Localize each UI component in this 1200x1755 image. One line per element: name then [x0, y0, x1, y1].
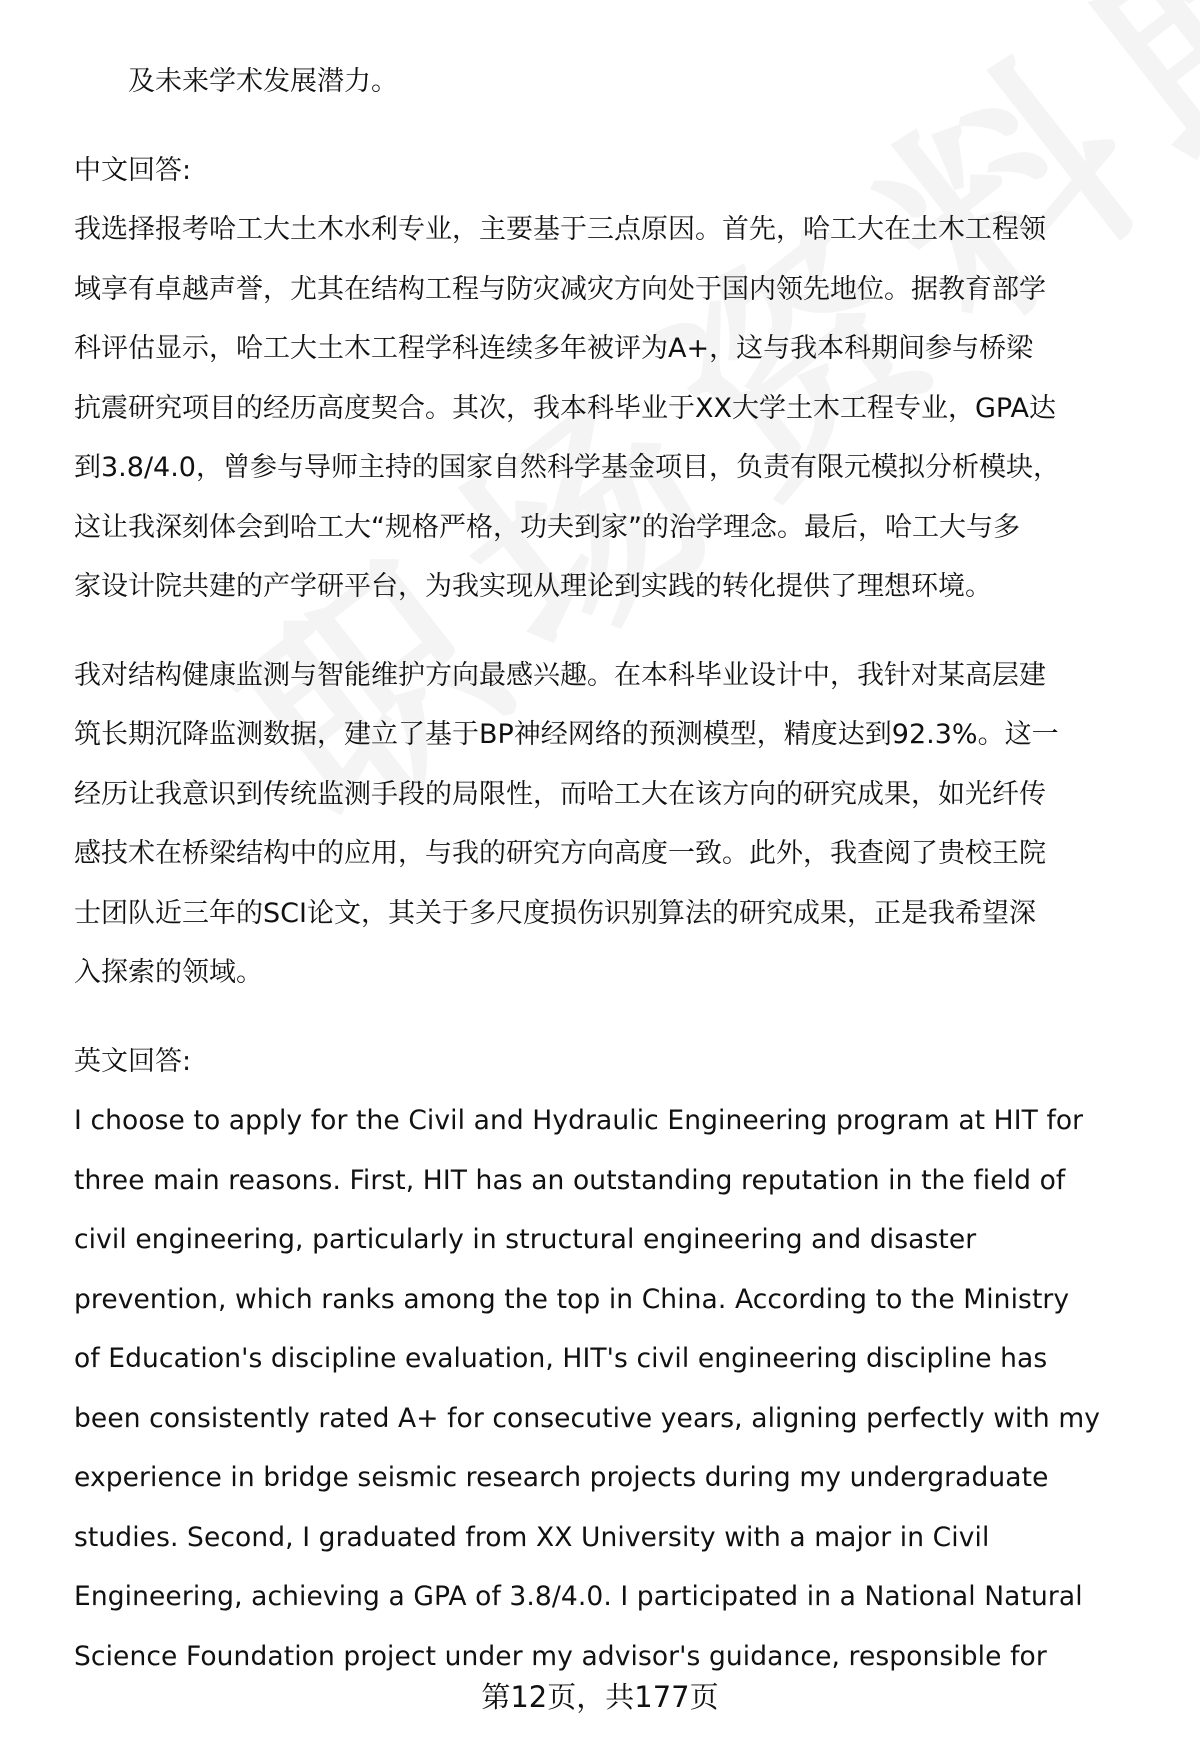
paragraph-line: 经历让我意识到传统监测手段的局限性，而哈工大在该方向的研究成果，如光纤传	[74, 778, 1046, 810]
paragraph-line: 域享有卓越声誉，尤其在结构工程与防灾减灾方向处于国内领先地位。据教育部学	[74, 273, 1046, 305]
paragraph-line: been consistently rated A+ for consecutive years, aligning perfectly with my	[74, 1402, 1101, 1434]
paragraph-line: 我选择报考哈工大土木水利专业，主要基于三点原因。首先，哈工大在土木工程领	[74, 214, 1046, 245]
paragraph-line: I choose to apply for the Civil and Hydraulic Engineering program at HIT for	[74, 1105, 1084, 1136]
paragraph-line: 入探索的领域。	[74, 957, 263, 988]
paragraph-line: civil engineering, particularly in structural engineering and disaster	[74, 1224, 977, 1255]
paragraph-line: 这让我深刻体会到哈工大“规格严格，功夫到家”的治学理念。最后，哈工大与多	[74, 511, 1020, 543]
paragraph-line: studies. Second, I graduated from XX University with a major in Civil	[74, 1521, 990, 1553]
paragraph-line: 士团队近三年的SCI论文，其关于多尺度损伤识别算法的研究成果，正是我希望深	[74, 897, 1036, 929]
paragraph-line: prevention, which ranks among the top in China. According to the Ministry	[74, 1283, 1070, 1315]
paragraph-line: three main reasons. First, HIT has an outstanding reputation in the field of	[74, 1164, 1066, 1196]
page-number-footer: 第12页，共177页	[481, 1680, 719, 1714]
paragraph-line: 抗震研究项目的经历高度契合。其次，我本科毕业于XX大学土木工程专业，GPA达	[74, 392, 1056, 424]
paragraph-line: 筑长期沉降监测数据，建立了基于BP神经网络的预测模型，精度达到92.3%。这一	[74, 719, 1059, 750]
paragraph-line: experience in bridge seismic research projects during my undergraduate	[74, 1462, 1049, 1493]
paragraph-line: 到3.8/4.0，曾参与导师主持的国家自然科学基金项目，负责有限元模拟分析模块，	[74, 452, 1060, 483]
paragraph-line: Engineering, achieving a GPA of 3.8/4.0. I participated in a National Natural	[74, 1581, 1083, 1612]
paragraph-line: Science Foundation project under my advisor's guidance, responsible for	[74, 1640, 1047, 1672]
paragraph-line: of Education's discipline evaluation, HIT's civil engineering discipline has	[74, 1343, 1048, 1374]
paragraph-line: 科评估显示，哈工大土木工程学科连续多年被评为A+，这与我本科期间参与桥梁	[74, 333, 1034, 364]
document-body	[74, 52, 1164, 1686]
chinese-paragraph-2	[74, 646, 1164, 1003]
paragraph-line: 家设计院共建的产学研平台，为我实现从理论到实践的转化提供了理想环境。	[74, 571, 992, 602]
paragraph-line: 我对结构健康监测与智能维护方向最感兴趣。在本科毕业设计中，我针对某高层建	[74, 659, 1046, 691]
chinese-paragraph-1	[74, 200, 1164, 617]
chinese-answer-heading: 中文回答:	[74, 154, 192, 186]
english-paragraph	[74, 1091, 1164, 1686]
paragraph-line: 感技术在桥梁结构中的应用，与我的研究方向高度一致。此外，我查阅了贵校王院	[74, 838, 1046, 869]
english-answer-heading: 英文回答:	[74, 1045, 192, 1077]
intro-tail-line: 及未来学术发展潜力。	[128, 66, 398, 97]
